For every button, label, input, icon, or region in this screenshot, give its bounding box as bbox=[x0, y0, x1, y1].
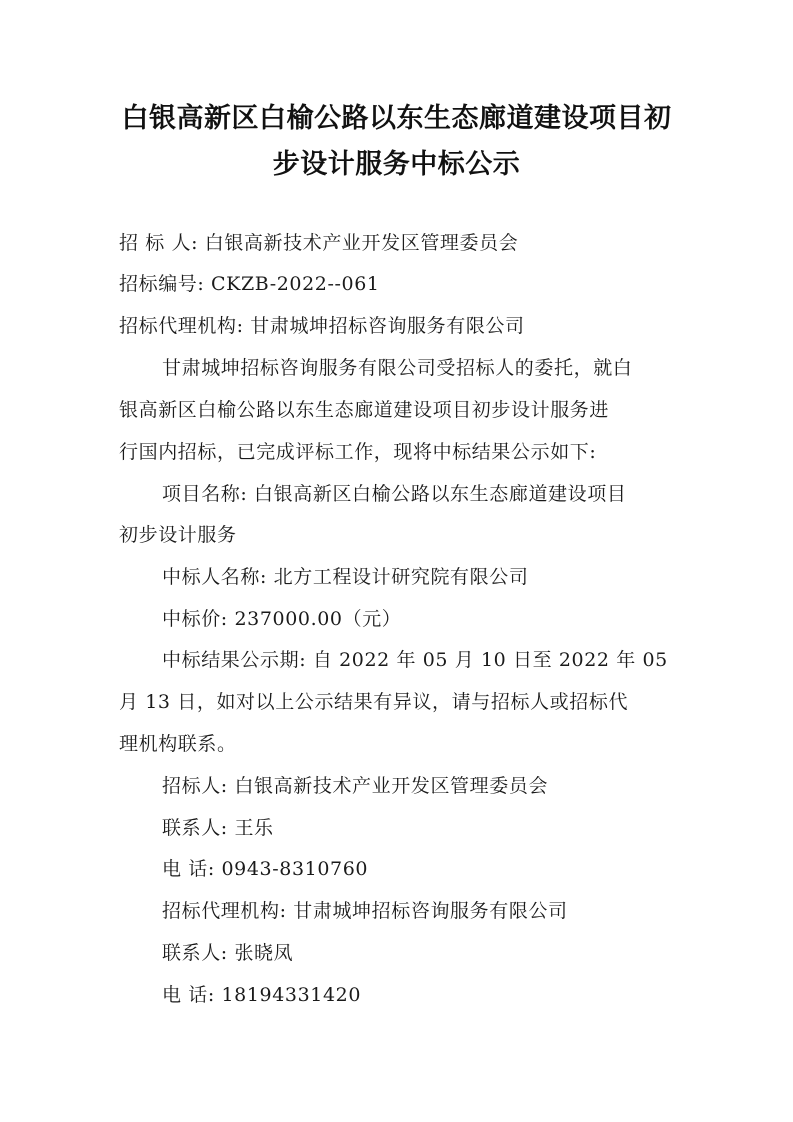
document-title-line-2: 步设计服务中标公示 bbox=[272, 149, 521, 180]
project-name-line-1: 项目名称: 白银高新区白榆公路以东生态廊道建设项目 bbox=[162, 483, 627, 505]
winner-line: 中标人名称: 北方工程设计研究院有限公司 bbox=[162, 566, 529, 588]
contact-agency-phone-line: 电 话: 18194331420 bbox=[162, 984, 362, 1006]
contact-agency-line: 招标代理机构: 甘肃城坤招标咨询服务有限公司 bbox=[162, 900, 568, 922]
intro-paragraph-line-2: 银高新区白榆公路以东生态廊道建设项目初步设计服务进 bbox=[119, 399, 610, 421]
price-line: 中标价: 237000.00（元） bbox=[162, 608, 402, 630]
publicity-period-line-3: 理机构联系。 bbox=[119, 733, 237, 755]
contact-agency-person-line: 联系人: 张晓凤 bbox=[162, 942, 294, 964]
document-title-line-1: 白银高新区白榆公路以东生态廊道建设项目初 bbox=[121, 103, 672, 134]
contact-tenderer-phone-line: 电 话: 0943-8310760 bbox=[162, 858, 369, 880]
publicity-period-line-2: 月 13 日，如对以上公示结果有异议，请与招标人或招标代 bbox=[119, 691, 629, 713]
publicity-period-line-1: 中标结果公示期: 自 2022 年 05 月 10 日至 2022 年 05 bbox=[162, 649, 668, 671]
tenderer-line: 招 标 人: 白银高新技术产业开发区管理委员会 bbox=[119, 232, 519, 254]
intro-paragraph-line-3: 行国内招标，已完成评标工作，现将中标结果公示如下: bbox=[119, 441, 597, 463]
contact-tenderer-person-line: 联系人: 王乐 bbox=[162, 817, 274, 839]
agency-line: 招标代理机构: 甘肃城坤招标咨询服务有限公司 bbox=[119, 315, 525, 337]
project-name-line-2: 初步设计服务 bbox=[119, 524, 237, 546]
intro-paragraph-line-1: 甘肃城坤招标咨询服务有限公司受招标人的委托，就白 bbox=[162, 357, 633, 379]
tender-number-line: 招标编号: CKZB-2022--061 bbox=[119, 273, 380, 295]
contact-tenderer-line: 招标人: 白银高新技术产业开发区管理委员会 bbox=[162, 775, 549, 797]
